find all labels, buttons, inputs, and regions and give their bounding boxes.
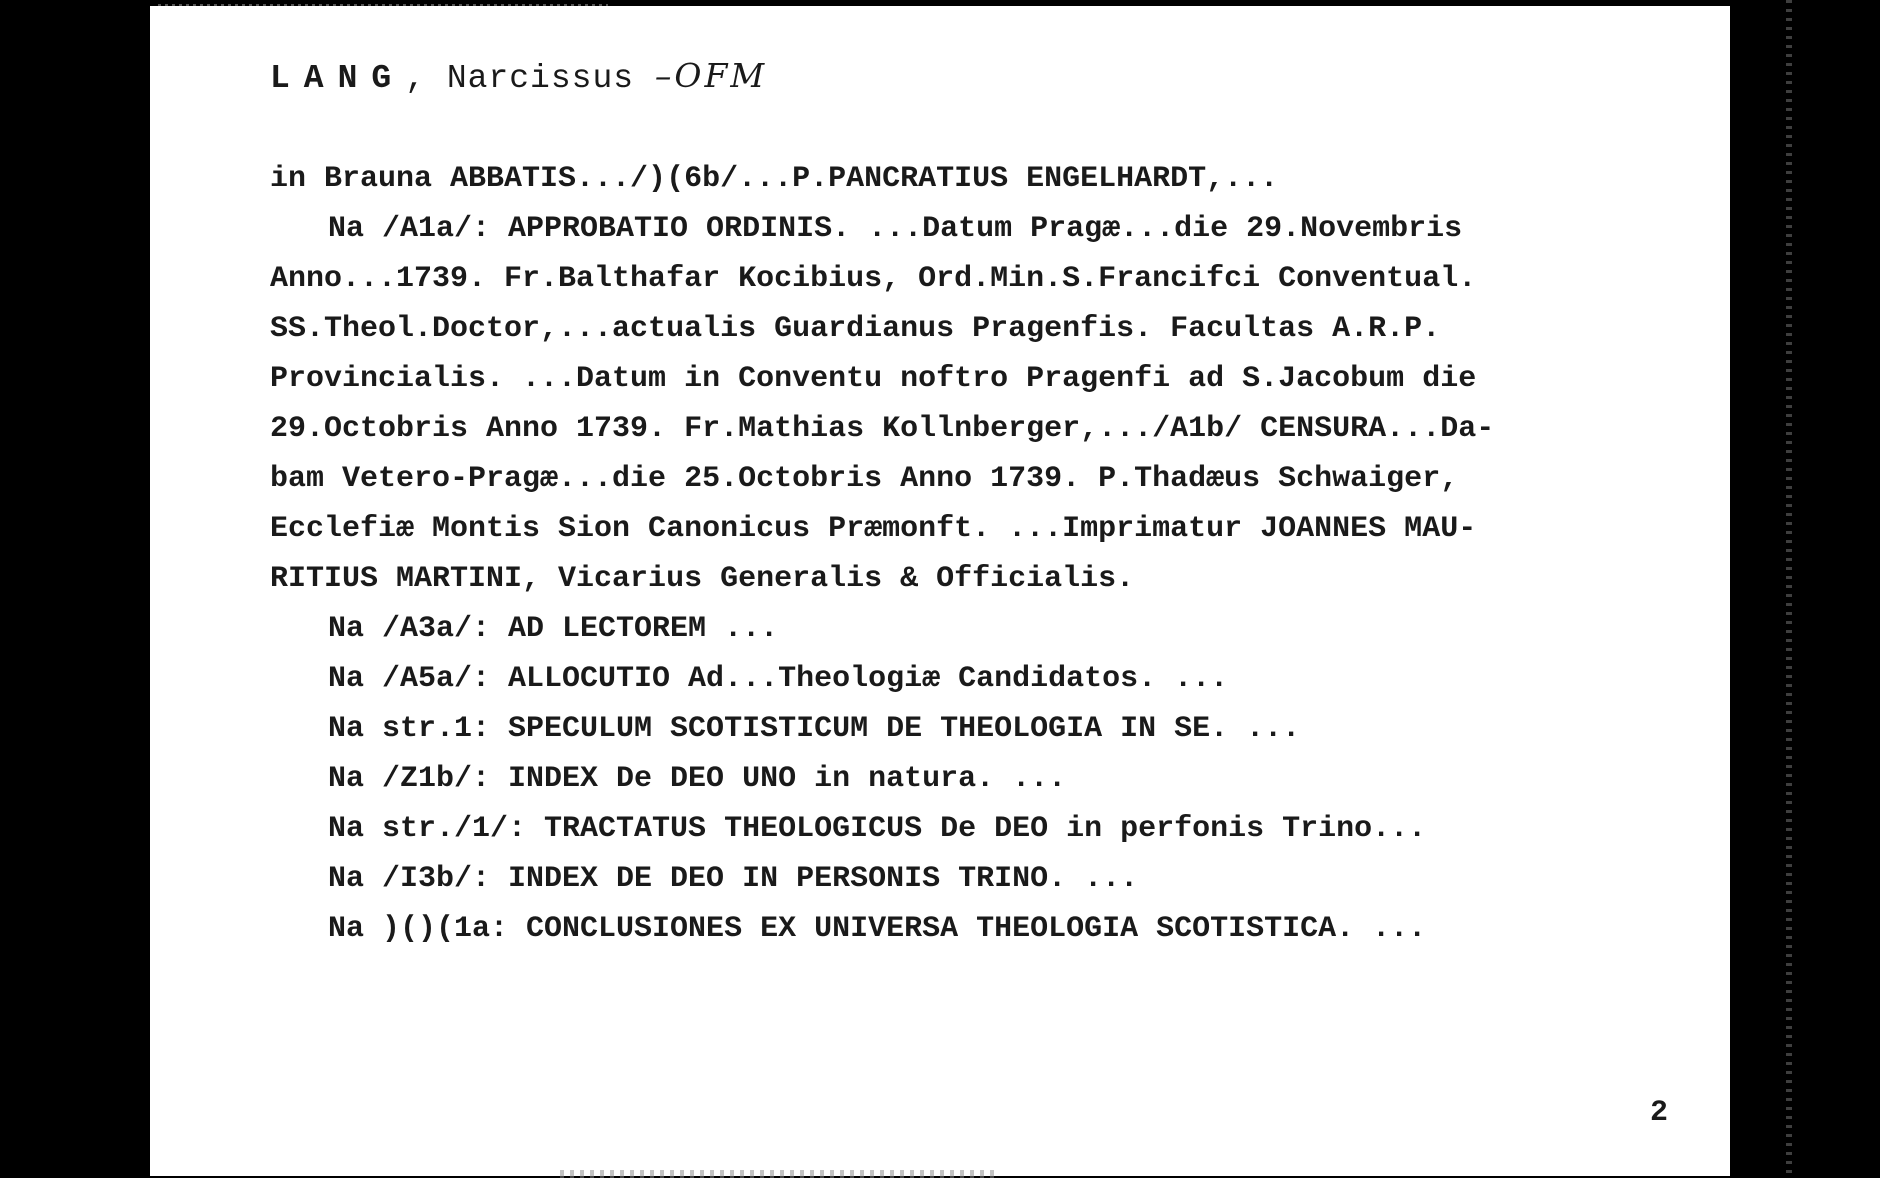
text-line: Provincialis. ...Datum in Conventu noftro Pragenfi ad S.Jacobum die <box>270 362 1477 396</box>
text-line: 29.Octobris Anno 1739. Fr.Mathias Kollnberger,.../A1b/ CENSURA...Da- <box>270 412 1495 446</box>
text-line: Ecclefiæ Montis Sion Canonicus Præmonft. ...Imprimatur JOANNES MAU- <box>270 512 1477 546</box>
text-line: Anno...1739. Fr.Balthafar Kocibius, Ord.Min.S.Francifci Conventual. <box>270 262 1477 296</box>
text-line: RITIUS MARTINI, Vicarius Generalis & Officialis. <box>270 562 1135 596</box>
religious-order: –OFM <box>654 56 768 95</box>
text-line: in Brauna ABBATIS.../)(6b/...P.PANCRATIUS ENGELHARDT,... <box>270 162 1279 196</box>
text-line: Na )()(1a: CONCLUSIONES EX UNIVERSA THEOLOGIA SCOTISTICA. ... <box>328 912 1427 946</box>
text-line: Na /A5a/: ALLOCUTIO Ad...Theologiæ Candidatos. ... <box>328 662 1229 696</box>
author-given-name: Narcissus <box>446 60 635 97</box>
text-line: Na /A1a/: APPROBATIO ORDINIS. ...Datum Pragæ...die 29.Novembris <box>328 212 1463 246</box>
text-line: Na str.1: SPECULUM SCOTISTICUM DE THEOLOGIA IN SE. ... <box>328 712 1301 746</box>
header-separator: , <box>405 60 427 97</box>
page-number: 2 <box>1650 1096 1669 1130</box>
scan-noise-bottom <box>560 1170 1000 1178</box>
scan-edge-right <box>1786 0 1792 1178</box>
text-line: SS.Theol.Doctor,...actualis Guardianus Pragenfis. Facultas A.R.P. <box>270 312 1441 346</box>
text-line: Na str./1/: TRACTATUS THEOLOGICUS De DEO in perfonis Trino... <box>328 812 1427 846</box>
text-line: Na /I3b/: INDEX DE DEO IN PERSONIS TRINO. ... <box>328 862 1139 896</box>
text-line: Na /A3a/: AD LECTOREM ... <box>328 612 779 646</box>
card-body <box>270 154 1690 954</box>
text-line: Na /Z1b/: INDEX De DEO UNO in natura. ... <box>328 762 1067 796</box>
card-header <box>270 56 767 97</box>
text-line: bam Vetero-Pragæ...die 25.Octobris Anno 1739. P.Thadæus Schwaiger, <box>270 462 1459 496</box>
author-surname: LANG <box>270 60 406 97</box>
catalog-card <box>150 6 1730 1176</box>
